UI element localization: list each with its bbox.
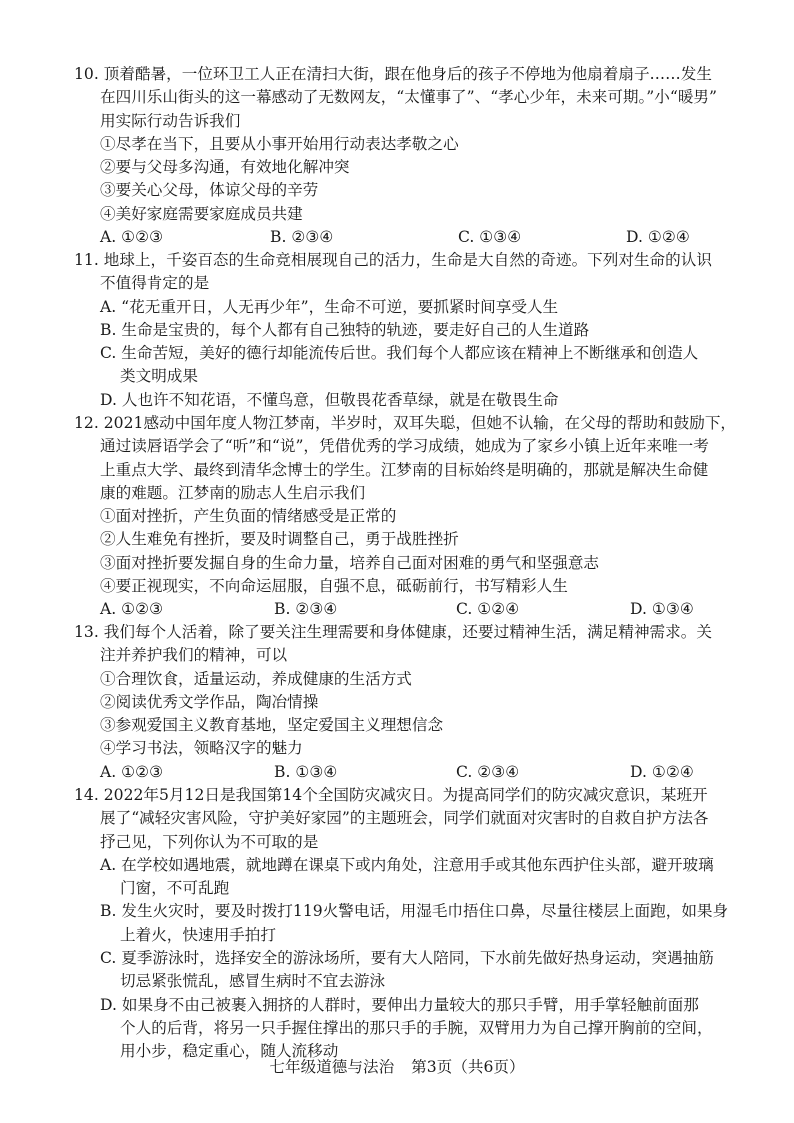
footer-subject: 七年级道德与法治 [269, 1058, 395, 1076]
choice-b: B. ①③④ [274, 762, 338, 781]
footer-page-number: 第3页（共6页） [411, 1058, 525, 1076]
option-d-cont: 个人的后背，将另一只手握住撑出的那只手的手腕，双臂用力为自己撑开胸前的空间， [120, 1018, 713, 1037]
option-a-cont: 门窗，不可乱跑 [120, 879, 230, 898]
option-b: B. 发生火灾时，要及时拨打119火警电话，用湿毛巾捂住口鼻，尽量往楼层上面跑，如果身 [100, 902, 729, 921]
choice-a: A. ①②③ [100, 762, 164, 781]
statement-item: ③要关心父母，体谅父母的辛劳 [100, 181, 319, 200]
choice-c: C. ②③④ [456, 762, 520, 781]
question-11 [74, 249, 754, 412]
choice-d: D. ①②④ [630, 762, 694, 781]
option-c: C. 夏季游泳时，选择安全的游泳场所，要有大人陪同，下水前先做好热身运动，突遇抽筋 [100, 949, 714, 968]
statement-item: ②人生难免有挫折，要及时调整自己，勇于战胜挫折 [100, 530, 459, 549]
statement-item: ③参观爱国主义教育基地，坚定爱国主义理想信念 [100, 716, 444, 735]
question-10 [74, 63, 754, 249]
option-a: A. 在学校如遇地震，就地蹲在课桌下或内角处，注意用手或其他东西护住头部，避开玻璃 [100, 855, 714, 874]
question-stem: 不值得肯定的是 [100, 274, 210, 293]
choice-row [74, 226, 754, 249]
choice-b: B. ②③④ [270, 228, 334, 247]
question-stem: 12. 2021感动中国年度人物江梦南，半岁时，双耳失聪，但她不认输，在父母的帮助和鼓励下， [74, 414, 737, 432]
question-stem: 11. 地球上，千姿百态的生命竞相展现自己的活力，生命是大自然的奇迹。下列对生命的认识 [74, 251, 712, 269]
question-13 [74, 621, 754, 784]
choice-a: A. ①②③ [100, 600, 164, 619]
question-stem: 康的难题。江梦南的励志人生启示我们 [100, 483, 366, 502]
statement-item: ③面对挫折要发掘自身的生命力量，培养自己面对困难的勇气和坚强意志 [100, 553, 600, 572]
statement-item: ①尽孝在当下，且要从小事开始用行动表达孝敬之心 [100, 134, 459, 153]
question-14 [74, 784, 754, 1064]
question-stem: 通过读唇语学会了“听”和“说”，凭借优秀的学习成绩，她成为了家乡小镇上近年来唯一考 [100, 437, 709, 456]
statement-item: ②要与父母多沟通，有效地化解冲突 [100, 158, 350, 177]
option-d: D. 人也许不知花语，不懂鸟意，但敬畏花香草绿，就是在敬畏生命 [100, 390, 559, 409]
option-c-cont: 切忌紧张慌乱，感冒生病时不宜去游泳 [120, 972, 386, 991]
choice-b: B. ②③④ [274, 600, 338, 619]
statement-item: ①合理饮食，适量运动，养成健康的生活方式 [100, 669, 412, 688]
question-12 [74, 412, 754, 622]
option-b-cont: 上着火，快速用手拍打 [120, 925, 276, 944]
question-stem: 10. 顶着酷暑，一位环卫工人正在清扫大街，跟在他身后的孩子不停地为他扇着扇子……发生 [74, 65, 712, 83]
option-a: A. “花无重开日，人无再少年”，生命不可逆，要抓紧时间享受人生 [100, 297, 559, 316]
choice-d: D. ①②④ [626, 228, 690, 247]
choice-a: A. ①②③ [100, 228, 164, 247]
choice-c: C. ①②④ [456, 600, 520, 619]
choice-row [74, 761, 754, 784]
question-stem: 14. 2022年5月12日是我国第14个全国防灾减灾日。为提高同学们的防灾减灾意识，某班开 [74, 786, 708, 804]
question-stem: 注并养护我们的精神，可以 [100, 646, 288, 665]
question-stem: 抒己见，下列你认为不可取的是 [100, 832, 319, 851]
statement-item: ①面对挫折，产生负面的情绪感受是正常的 [100, 507, 397, 526]
question-stem: 用实际行动告诉我们 [100, 111, 241, 130]
statement-item: ②阅读优秀文学作品，陶冶情操 [100, 692, 319, 711]
choice-c: C. ①③④ [458, 228, 522, 247]
choice-row [74, 598, 754, 621]
statement-item: ④美好家庭需要家庭成员共建 [100, 204, 303, 223]
question-stem: 13. 我们每个人活着，除了要关注生理需要和身体健康，还要过精神生活，满足精神需求。关 [74, 623, 712, 641]
option-d: D. 如果身不由己被裹入拥挤的人群时，要伸出力量较大的那只手臂，用手掌轻触前面那 [100, 995, 699, 1014]
page-footer [0, 1055, 794, 1079]
question-stem: 展了“减轻灾害风险，守护美好家园”的主题班会，同学们就面对灾害时的自救自护方法各 [100, 809, 709, 828]
statement-item: ④要正视现实，不向命运屈服，自强不息，砥砺前行，书写精彩人生 [100, 577, 568, 596]
question-stem: 上重点大学、最终到清华念博士的学生。江梦南的目标始终是明确的，那就是解决生命健 [100, 460, 709, 479]
statement-item: ④学习书法，领略汉字的魅力 [100, 739, 303, 758]
option-c-cont: 类文明成果 [120, 367, 198, 386]
option-b: B. 生命是宝贵的，每个人都有自己独特的轨迹，要走好自己的人生道路 [100, 320, 590, 339]
choice-d: D. ①③④ [630, 600, 694, 619]
question-stem: 在四川乐山街头的这一幕感动了无数网友，“太懂事了”、“孝心少年，未来可期。”小“暖男” [100, 88, 718, 107]
option-c: C. 生命苦短，美好的德行却能流传后世。我们每个人都应该在精神上不断继承和创造人 [100, 344, 699, 363]
option-d-cont: 用小步，稳定重心，随人流移动 [120, 1042, 339, 1061]
